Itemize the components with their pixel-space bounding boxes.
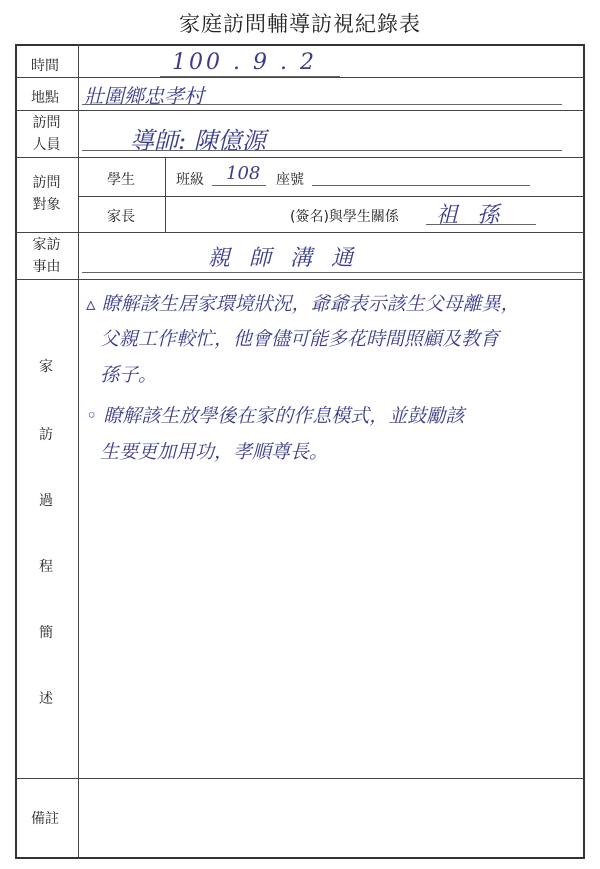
time-underline [160, 76, 340, 77]
form-title: 家庭訪問輔導訪視紀錄表 [179, 12, 421, 36]
process-label-4: 程 [39, 559, 53, 575]
seat-label: 座號 [276, 172, 304, 188]
process-label-6: 述 [39, 691, 53, 707]
location-label: 地點 [31, 90, 59, 106]
target-subcolumn-divider [165, 157, 166, 232]
row-divider-3 [15, 157, 585, 158]
location-value[interactable]: 壯圍鄉忠孝村 [84, 84, 204, 108]
label-column-divider [78, 44, 79, 859]
target-label [15, 172, 78, 216]
class-underline [212, 185, 266, 186]
process-line-1[interactable]: ▵ 瞭解該生居家環境狀況，爺爺表示該生父母離異， [86, 293, 520, 315]
location-underline [82, 104, 562, 105]
parent-label: 家長 [107, 209, 135, 225]
time-label: 時間 [31, 58, 59, 74]
remarks-label: 備註 [31, 811, 59, 827]
reason-label [15, 234, 78, 278]
process-line-4[interactable]: ◦ 瞭解該生放學後在家的作息模式，並鼓勵該 [86, 405, 465, 427]
relationship-underline [426, 224, 536, 225]
row-divider-4 [15, 232, 585, 233]
class-value[interactable]: 108 [226, 163, 261, 184]
visitor-label-line1: 訪問 [32, 115, 61, 131]
target-label-line2: 對象 [32, 197, 61, 213]
target-label-line1: 訪問 [32, 175, 61, 191]
row-divider-6 [15, 778, 585, 779]
visitor-label-line2: 人員 [32, 137, 61, 153]
visitor-value[interactable]: 導師: 陳億源 [130, 127, 266, 155]
row-divider-2 [15, 110, 585, 111]
reason-label-line2: 事由 [32, 259, 61, 275]
row-divider-5 [15, 279, 585, 280]
student-label: 學生 [107, 172, 135, 188]
seat-underline [312, 185, 530, 186]
relationship-value[interactable]: 祖 孫 [436, 203, 505, 228]
reason-value[interactable]: 親 師 溝 通 [208, 246, 359, 271]
process-label-1: 家 [39, 359, 53, 375]
row-divider-sub [78, 196, 585, 197]
process-line-3[interactable]: 孫子。 [100, 364, 158, 386]
time-value[interactable]: 100 . 9 . 2 [172, 50, 317, 75]
process-line-5[interactable]: 生要更加用功，孝順尊長。 [100, 441, 329, 463]
class-label: 班級 [176, 172, 204, 188]
process-label-3: 過 [39, 493, 53, 509]
process-label-5: 簡 [39, 625, 53, 641]
reason-underline [82, 272, 582, 273]
reason-label-line1: 家訪 [32, 237, 61, 253]
process-line-2[interactable]: 父親工作較忙，他會儘可能多花時間照顧及教育 [100, 328, 500, 350]
signature-label: (簽名)與學生關係 [290, 209, 399, 225]
visitor-label [15, 112, 78, 156]
process-label-2: 訪 [39, 427, 53, 443]
row-divider-1 [15, 77, 585, 78]
visitor-underline [82, 150, 562, 151]
